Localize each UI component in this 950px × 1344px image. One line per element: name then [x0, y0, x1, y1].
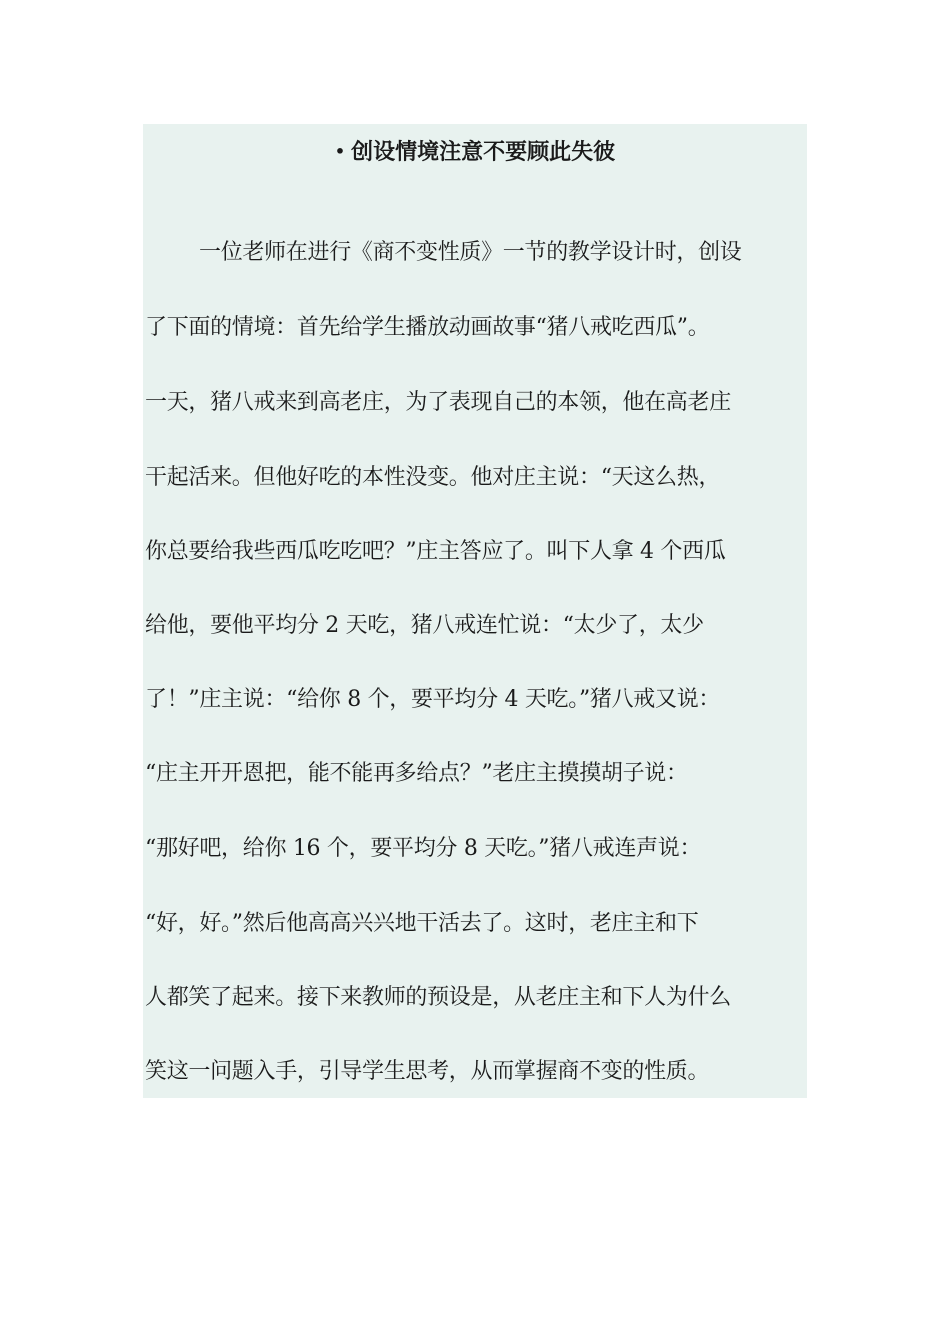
paragraph-line: 干起活来。但他好吃的本性没变。他对庄主说：“天这么热， [145, 465, 721, 490]
paragraph-line: 人都笑了起来。接下来教师的预设是，从老庄主和下人为什么 [145, 985, 731, 1010]
title-text: 创设情境注意不要顾此失彼 [351, 140, 616, 165]
title-bullet: • [334, 142, 346, 161]
paragraph-line: 笑这一问题入手，引导学生思考，从而掌握商不变的性质。 [145, 1059, 710, 1084]
document-title [143, 136, 807, 169]
paragraph-line: 给他，要他平均分 2 天吃，猪八戒连忙说：“太少了，太少 [145, 613, 704, 638]
paragraph-line: “庄主开开恩把，能不能再多给点？”老庄主摸摸胡子说： [145, 761, 688, 786]
paragraph-line: “好，好。”然后他高高兴兴地干活去了。这时，老庄主和下 [145, 911, 699, 936]
paragraph-line: 你总要给我些西瓜吃吃吧？”庄主答应了。叫下人拿 4 个西瓜 [145, 539, 726, 564]
document-panel [143, 124, 807, 1098]
paragraph-line: “那好吧，给你 16 个，要平均分 8 天吃。”猪八戒连声说： [145, 836, 702, 861]
paragraph-line: 了下面的情境：首先给学生播放动画故事“猪八戒吃西瓜”。 [145, 315, 710, 340]
paragraph-line: 一天，猪八戒来到高老庄，为了表现自己的本领，他在高老庄 [145, 390, 731, 415]
paragraph-line: 一位老师在进行《商不变性质》一节的教学设计时，创设 [199, 240, 742, 265]
paragraph-line: 了！”庄主说：“给你 8 个，要平均分 4 天吃。”猪八戒又说： [145, 687, 721, 712]
